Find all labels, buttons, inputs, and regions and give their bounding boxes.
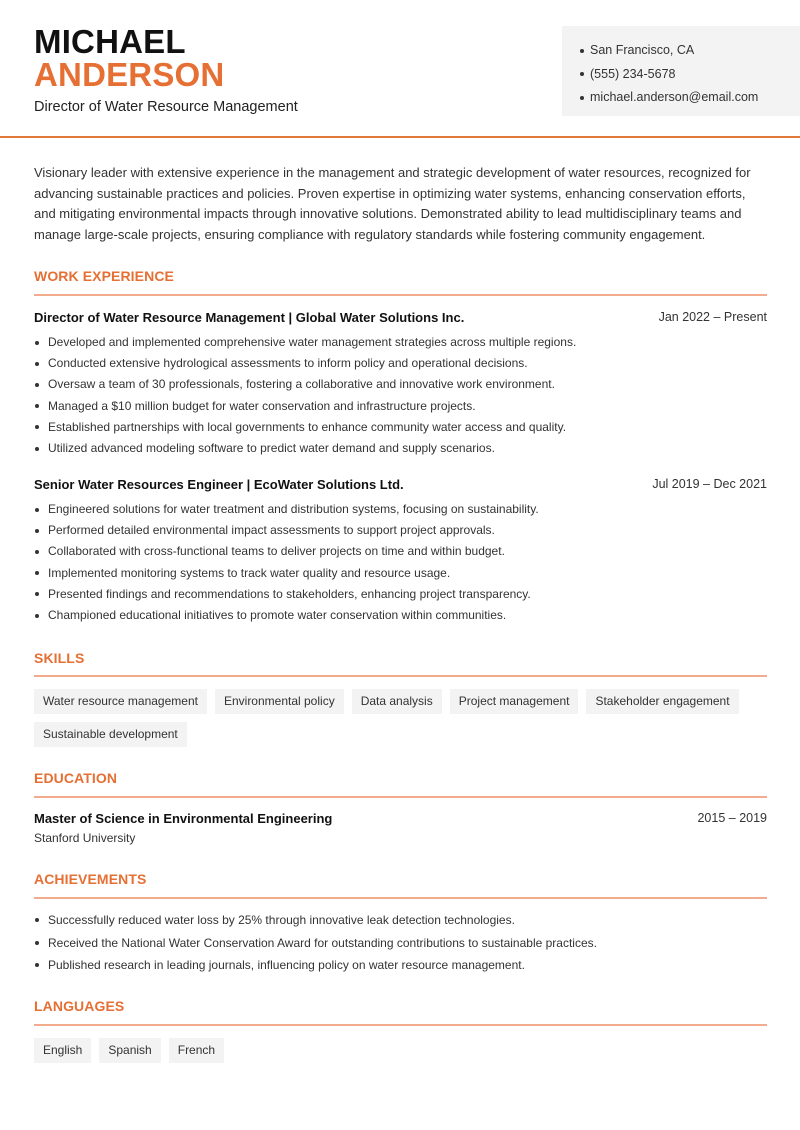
list-item: Utilized advanced modeling software to predict water demand and supply scenarios. xyxy=(34,438,767,459)
list-item: Established partnerships with local governments to enhance community water access and quality. xyxy=(34,417,767,438)
bullet-icon xyxy=(35,941,39,945)
achievements-list xyxy=(34,909,767,977)
section-title-languages: LANGUAGES xyxy=(34,998,125,1014)
list-item: Engineered solutions for water treatment and distribution systems, focusing on sustainability. xyxy=(34,499,767,520)
education-header xyxy=(34,811,767,826)
list-item: Received the National Water Conservation Award for outstanding contributions to sustainable practices. xyxy=(34,932,767,955)
language-chip: English xyxy=(34,1038,91,1063)
section-title-work: WORK EXPERIENCE xyxy=(34,268,174,284)
contact-email[interactable]: michael.anderson@email.com xyxy=(580,86,800,110)
list-item: Oversaw a team of 30 professionals, fostering a collaborative and innovative work environment. xyxy=(34,374,767,395)
bullet-icon xyxy=(35,447,39,451)
education-dates: 2015 – 2019 xyxy=(697,811,767,825)
list-item: Championed educational initiatives to promote water conservation within communities. xyxy=(34,605,767,626)
summary: Visionary leader with extensive experience in the management and strategic development of water resources, recognized for advancing sustainable practices and policies. Proven expertise in optimizing water systems, enhancing conservation efforts, and mitigating environmental impacts through innovative solutions. Demonstrated ability to lead multidisciplinary teams and manage large-scale projects, ensuring compliance with regulatory standards while fostering community engagement. xyxy=(34,165,751,243)
bullet-icon xyxy=(35,362,39,366)
contact-box xyxy=(562,26,800,116)
resume-header xyxy=(0,0,800,138)
list-item: Collaborated with cross-functional teams to deliver projects on time and within budget. xyxy=(34,541,767,562)
bullet-icon xyxy=(35,529,39,533)
bullet-icon xyxy=(35,383,39,387)
section-title-skills: SKILLS xyxy=(34,650,85,666)
section-title-education: EDUCATION xyxy=(34,770,118,786)
bullet-icon xyxy=(35,404,39,408)
list-item: Managed a $10 million budget for water conservation and infrastructure projects. xyxy=(34,396,767,417)
language-chip: Spanish xyxy=(99,1038,160,1063)
bullet-icon xyxy=(35,614,39,618)
section-divider xyxy=(34,897,767,899)
bullet-icon xyxy=(35,508,39,512)
list-item: Published research in leading journals, influencing policy on water resource management. xyxy=(34,954,767,977)
list-item: Developed and implemented comprehensive water management strategies across multiple regions. xyxy=(34,332,767,353)
bullet-icon xyxy=(35,550,39,554)
bullet-icon xyxy=(580,49,584,53)
bullet-icon xyxy=(35,963,39,967)
job-dates: Jan 2022 – Present xyxy=(658,310,767,324)
bullet-icon xyxy=(35,918,39,922)
degree: Master of Science in Environmental Engineering xyxy=(34,811,333,826)
section-title-achievements: ACHIEVEMENTS xyxy=(34,871,147,887)
list-item: Conducted extensive hydrological assessments to inform policy and operational decisions. xyxy=(34,353,767,374)
job-bullets xyxy=(34,332,767,459)
skill-chip: Data analysis xyxy=(352,689,442,714)
bullet-icon xyxy=(35,592,39,596)
contact-location: San Francisco, CA xyxy=(580,39,800,63)
job-role: Senior Water Resources Engineer | EcoWater Solutions Ltd. xyxy=(34,477,404,492)
job-dates: Jul 2019 – Dec 2021 xyxy=(652,477,767,491)
bullet-icon xyxy=(580,96,584,100)
job-role: Director of Water Resource Management | Global Water Solutions Inc. xyxy=(34,310,465,325)
section-divider xyxy=(34,1024,767,1026)
contact-phone: (555) 234-5678 xyxy=(580,63,800,87)
section-divider xyxy=(34,675,767,677)
job-title: Director of Water Resource Management xyxy=(34,99,298,115)
section-divider xyxy=(34,796,767,798)
section-divider xyxy=(34,294,767,296)
list-item: Presented findings and recommendations to stakeholders, enhancing project transparency. xyxy=(34,584,767,605)
job-header xyxy=(34,310,767,325)
list-item: Implemented monitoring systems to track water quality and resource usage. xyxy=(34,563,767,584)
job-bullets xyxy=(34,499,767,626)
skills-list xyxy=(34,689,774,747)
bullet-icon xyxy=(35,571,39,575)
first-name: MICHAEL xyxy=(34,23,186,60)
job-header xyxy=(34,477,767,492)
skill-chip: Water resource management xyxy=(34,689,207,714)
languages-list xyxy=(34,1038,774,1063)
list-item: Successfully reduced water loss by 25% through innovative leak detection technologies. xyxy=(34,909,767,932)
bullet-icon xyxy=(35,341,39,345)
last-name: ANDERSON xyxy=(34,56,225,93)
skill-chip: Stakeholder engagement xyxy=(586,689,738,714)
school: Stanford University xyxy=(34,831,136,845)
language-chip: French xyxy=(169,1038,224,1063)
skill-chip: Environmental policy xyxy=(215,689,344,714)
skill-chip: Project management xyxy=(450,689,579,714)
bullet-icon xyxy=(35,425,39,429)
list-item: Performed detailed environmental impact assessments to support project approvals. xyxy=(34,520,767,541)
bullet-icon xyxy=(580,72,584,76)
skill-chip: Sustainable development xyxy=(34,722,187,747)
